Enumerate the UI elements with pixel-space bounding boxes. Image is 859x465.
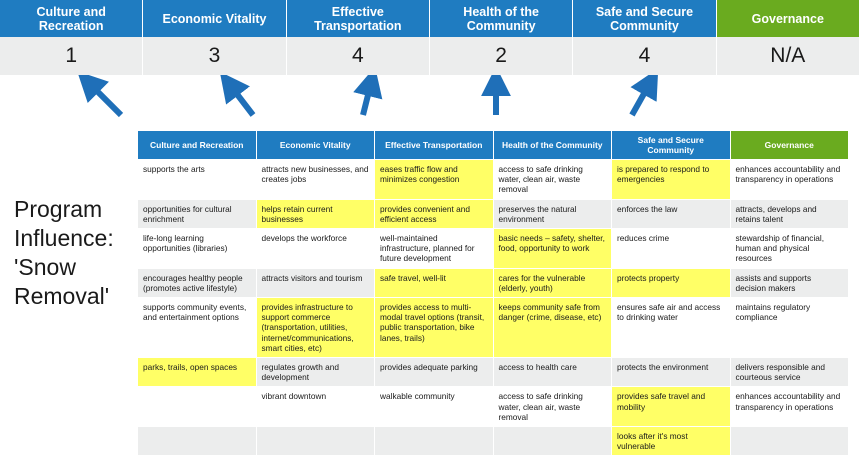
matrix-header-safety: Safe and Secure Community <box>612 131 731 160</box>
matrix-header-health: Health of the Community <box>493 131 612 160</box>
matrix-cell: maintains regulatory compliance <box>730 298 849 358</box>
summary-header-culture: Culture and Recreation <box>0 0 143 37</box>
matrix-cell: eases traffic flow and minimizes congestion <box>375 160 494 200</box>
matrix-cell: walkable community <box>375 387 494 427</box>
matrix-header-governance: Governance <box>730 131 849 160</box>
matrix-header-row <box>138 131 849 160</box>
matrix-cell: ensures safe air and access to drinking water <box>612 298 731 358</box>
matrix-cell: provides convenient and efficient access <box>375 199 494 228</box>
summary-score-row <box>0 37 859 75</box>
summary-header-safety: Safe and Secure Community <box>573 0 716 37</box>
matrix-cell <box>138 387 257 427</box>
matrix-cell: develops the workforce <box>256 229 375 269</box>
table-row <box>138 427 849 456</box>
matrix-cell: provides safe travel and mobility <box>612 387 731 427</box>
matrix-cell: encourages healthy people (promotes active lifestyle) <box>138 268 257 297</box>
matrix-cell: supports the arts <box>138 160 257 200</box>
matrix-cell: assists and supports decision makers <box>730 268 849 297</box>
matrix-cell: protects the environment <box>612 358 731 387</box>
matrix-header-culture: Culture and Recreation <box>138 131 257 160</box>
matrix-cell: preserves the natural environment <box>493 199 612 228</box>
matrix-cell: cares for the vulnerable (elderly, youth) <box>493 268 612 297</box>
matrix-cell: regulates growth and development <box>256 358 375 387</box>
matrix-cell: provides access to multi-modal travel options (transit, public transportation, bike lanes, trails) <box>375 298 494 358</box>
summary-score-governance: N/A <box>770 44 806 67</box>
matrix-cell <box>138 427 257 456</box>
matrix-cell: enforces the law <box>612 199 731 228</box>
table-row <box>138 268 849 297</box>
matrix-cell: is prepared to respond to emergencies <box>612 160 731 200</box>
matrix-cell: access to safe drinking water, clean air, waste removal <box>493 387 612 427</box>
influence-arrow-icon <box>89 83 121 115</box>
summary-header-transportation: Effective Transportation <box>287 0 430 37</box>
matrix-cell: vibrant downtown <box>256 387 375 427</box>
table-row <box>138 358 849 387</box>
summary-score-culture: 1 <box>0 37 143 75</box>
summary-header-health: Health of the Community <box>430 0 573 37</box>
summary-band <box>0 0 859 79</box>
influence-arrow-icon <box>363 83 371 115</box>
matrix-body <box>138 160 849 456</box>
matrix-header-economic: Economic Vitality <box>256 131 375 160</box>
summary-header-economic: Economic Vitality <box>143 0 286 37</box>
matrix-cell: protects property <box>612 268 731 297</box>
matrix-cell: helps retain current businesses <box>256 199 375 228</box>
caption-line-1: Program <box>14 196 103 222</box>
table-row <box>138 199 849 228</box>
matrix-cell <box>730 427 849 456</box>
matrix-cell: attracts new businesses, and creates jobs <box>256 160 375 200</box>
caption-line-3: 'Snow <box>14 254 76 280</box>
summary-score-safety: 4 <box>573 37 716 75</box>
matrix-cell: reduces crime <box>612 229 731 269</box>
matrix-cell: enhances accountability and transparency in operations <box>730 387 849 427</box>
caption-line-2: Influence: <box>14 225 114 251</box>
matrix-cell: access to health care <box>493 358 612 387</box>
matrix-cell: keeps community safe from danger (crime, disease, etc) <box>493 298 612 358</box>
table-row <box>138 229 849 269</box>
matrix-cell <box>493 427 612 456</box>
matrix-cell: parks, trails, open spaces <box>138 358 257 387</box>
matrix-cell: attracts visitors and tourism <box>256 268 375 297</box>
matrix-cell: safe travel, well-lit <box>375 268 494 297</box>
summary-score-transportation: 4 <box>287 37 430 75</box>
matrix-cell: looks after it's most vulnerable <box>612 427 731 456</box>
matrix-cell: basic needs – safety, shelter, food, opportunity to work <box>493 229 612 269</box>
summary-header-governance: Governance <box>717 0 859 37</box>
summary-score-economic: 3 <box>143 37 286 75</box>
matrix-cell: enhances accountability and transparency in operations <box>730 160 849 200</box>
matrix-cell: life-long learning opportunities (libraries) <box>138 229 257 269</box>
matrix-cell: stewardship of financial, human and physical resources <box>730 229 849 269</box>
matrix-cell <box>256 427 375 456</box>
table-row <box>138 298 849 358</box>
table-row <box>138 387 849 427</box>
matrix-cell: provides adequate parking <box>375 358 494 387</box>
influence-arrow-icon <box>230 85 253 115</box>
matrix-cell: delivers responsible and courteous service <box>730 358 849 387</box>
influence-arrows <box>0 75 859 130</box>
outcomes-matrix <box>137 130 849 456</box>
summary-score-health: 2 <box>430 37 573 75</box>
matrix-cell: supports community events, and entertainment options <box>138 298 257 358</box>
table-row <box>138 160 849 200</box>
matrix-cell <box>375 427 494 456</box>
matrix-header-transportation: Effective Transportation <box>375 131 494 160</box>
matrix-cell: access to safe drinking water, clean air, waste removal <box>493 160 612 200</box>
caption-line-4: Removal' <box>14 283 110 309</box>
influence-arrow-icon <box>632 83 650 115</box>
matrix-cell: attracts, develops and retains talent <box>730 199 849 228</box>
matrix-cell: provides infrastructure to support commerce (transportation, utilities, internet/communications, smart cities, etc) <box>256 298 375 358</box>
summary-header-row <box>0 0 859 37</box>
matrix-cell: opportunities for cultural enrichment <box>138 199 257 228</box>
matrix-cell: well-maintained infrastructure, planned for future development <box>375 229 494 269</box>
program-influence-caption <box>14 195 134 311</box>
